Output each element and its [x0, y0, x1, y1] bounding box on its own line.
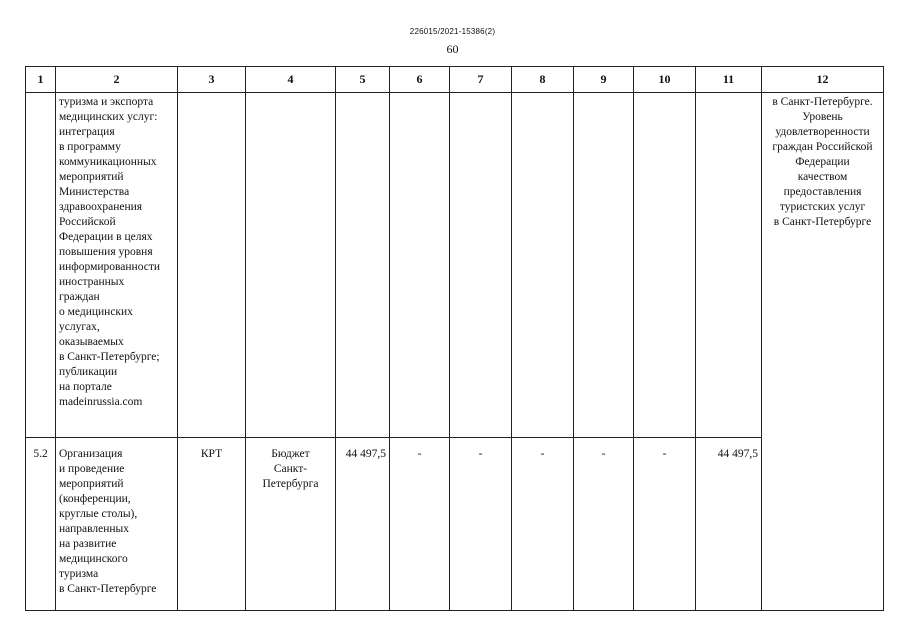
cell-year-value: - [634, 438, 696, 611]
col-header-12: 12 [762, 67, 884, 93]
page-number: 60 [446, 42, 459, 56]
col-header-5: 5 [336, 67, 390, 93]
cell-empty [336, 93, 390, 438]
cell-empty [178, 93, 246, 438]
cell-year-value: 44 497,5 [696, 438, 762, 611]
table-row [26, 93, 884, 438]
col-header-9: 9 [574, 67, 634, 93]
program-table [25, 66, 884, 611]
cell-total: 44 497,5 [336, 438, 390, 611]
col-header-8: 8 [512, 67, 574, 93]
cell-empty [390, 93, 450, 438]
col-header-4: 4 [246, 67, 336, 93]
cell-description: туризма и экспорта медицинских услуг: интеграция в программу коммуникационных мероприятий Министерства здравоохранения Российской Федерации в целях повышения уровня информированности иностранных граждан о медицинских услугах, оказываемых в Санкт-Петербурге; публикации на портале madeinrussia.com [56, 93, 178, 438]
col-header-3: 3 [178, 67, 246, 93]
col-header-6: 6 [390, 67, 450, 93]
col-header-1: 1 [26, 67, 56, 93]
table-row [26, 438, 884, 611]
cell-description: Организация и проведение мероприятий (конференции, круглые столы), направленных на развитие медицинского туризма в Санкт-Петербурге [56, 438, 178, 611]
col-header-11: 11 [696, 67, 762, 93]
cell-index [26, 93, 56, 438]
cell-year-value: - [512, 438, 574, 611]
cell-year-value: - [450, 438, 512, 611]
cell-funding-source: Бюджет Санкт- Петербурга [246, 438, 336, 611]
cell-empty [634, 93, 696, 438]
col-header-10: 10 [634, 67, 696, 93]
cell-indicator [762, 438, 884, 611]
header-row [26, 67, 884, 93]
document-registration-number: 226015/2021-15386(2) [409, 27, 496, 36]
cell-year-value: - [390, 438, 450, 611]
col-header-2: 2 [56, 67, 178, 93]
cell-empty [512, 93, 574, 438]
cell-year-value: - [574, 438, 634, 611]
cell-index: 5.2 [26, 438, 56, 611]
col-header-7: 7 [450, 67, 512, 93]
cell-executor: КРТ [178, 438, 246, 611]
cell-empty [246, 93, 336, 438]
cell-empty [696, 93, 762, 438]
cell-indicator: в Санкт-Петербурге. Уровень удовлетворенности граждан Российской Федерации качеством предоставления туристских услуг в Санкт-Петербурге [762, 93, 884, 438]
cell-empty [574, 93, 634, 438]
cell-empty [450, 93, 512, 438]
